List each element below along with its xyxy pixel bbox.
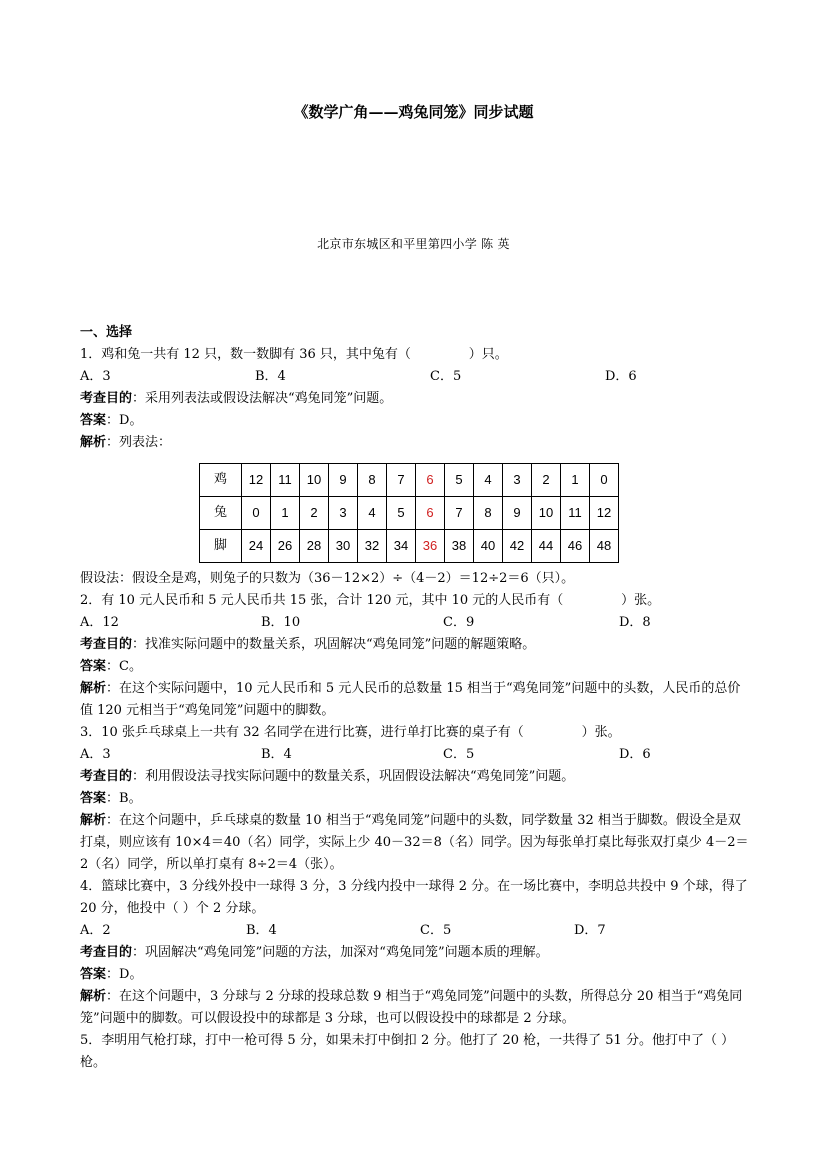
table-cell: 8 [474, 497, 503, 530]
table-cell: 5 [445, 464, 474, 497]
purpose-text: ：巩固解决“鸡兔同笼”问题的方法，加深对“鸡兔同笼”问题本质的理解。 [132, 945, 549, 960]
table-cell: 44 [532, 530, 561, 563]
q2-option-d: D．8 [619, 615, 651, 630]
purpose-label: 考查目的 [80, 769, 133, 784]
analysis-text: ：列表法： [106, 435, 172, 450]
q1-option-d: D．6 [605, 369, 637, 384]
table-cell: 9 [329, 464, 358, 497]
table-cell: 34 [387, 530, 416, 563]
answer-text: ：C。 [106, 659, 142, 674]
q4-option-a: A．2 [80, 923, 111, 938]
q1-option-a: A．3 [80, 369, 111, 384]
table-cell-highlight: 6 [416, 464, 445, 497]
q1-analysis [80, 432, 752, 454]
table-cell: 12 [242, 464, 271, 497]
table-cell: 3 [329, 497, 358, 530]
q3-option-a: A．3 [80, 747, 111, 762]
author-line: 北京市东城区和平里第四小学 陈 英 [317, 237, 510, 251]
answer-label: 答案 [80, 659, 107, 674]
row-label: 兔 [200, 497, 242, 530]
table-row-rabbit [200, 497, 619, 530]
table-cell-highlight: 36 [416, 530, 445, 563]
table-cell: 0 [590, 464, 619, 497]
table-cell: 38 [445, 530, 474, 563]
table-cell: 1 [271, 497, 300, 530]
purpose-text: ：找准实际问题中的数量关系，巩固解决“鸡兔同笼”问题的解题策略。 [132, 637, 536, 652]
table-row-chicken [200, 464, 619, 497]
q2-option-c: C．9 [443, 615, 475, 630]
page-title: 《数学广角——鸡兔同笼》同步试题 [293, 103, 534, 121]
q1-assume: 假设法：假设全是鸡，则兔子的只数为（36－12×2）÷（4－2）＝12÷2＝6（只）。 [80, 571, 575, 586]
table-cell: 0 [242, 497, 271, 530]
q1-purpose [80, 388, 752, 410]
analysis-text: ：在这个问题中，乒乓球桌的数量 10 相当于“鸡兔同笼”问题中的头数，同学数量 32 相当于脚数。假设全是双打桌，则应该有 10×4＝40（名）同学，实际上少 40－32＝8（名）同学。因为每张单打桌比每张双打桌少 4－2＝2（名）同学，所以单打桌有 8÷2＝4（张）。 [80, 813, 749, 872]
answer-label: 答案 [80, 413, 107, 428]
q4-purpose [80, 942, 752, 964]
analysis-text: ：在这个实际问题中，10 元人民币和 5 元人民币的总数量 15 相当于“鸡兔同笼”问题中的头数，人民币的总价值 120 元相当于“鸡兔同笼”问题中的脚数。 [80, 681, 741, 718]
analysis-label: 解析 [80, 681, 107, 696]
table-cell: 28 [300, 530, 329, 563]
q1-option-c: C．5 [430, 369, 462, 384]
table-cell: 4 [358, 497, 387, 530]
table-cell: 12 [590, 497, 619, 530]
q2-stem: 2．有 10 元人民币和 5 元人民币共 15 张，合计 120 元，其中 10 元的人民币有（ ）张。 [80, 593, 661, 608]
q3-analysis [80, 810, 752, 876]
q2-option-a: A．12 [80, 615, 119, 630]
table-cell: 32 [358, 530, 387, 563]
table-cell-highlight: 6 [416, 497, 445, 530]
q3-option-c: C．5 [443, 747, 475, 762]
purpose-text: ：利用假设法寻找实际问题中的数量关系，巩固假设法解决“鸡兔同笼”问题。 [132, 769, 575, 784]
document-body [80, 322, 752, 1074]
q1-options [80, 366, 752, 388]
answer-label: 答案 [80, 791, 107, 806]
table-cell: 10 [532, 497, 561, 530]
table-cell: 9 [503, 497, 532, 530]
q4-options [80, 920, 752, 942]
table-cell: 7 [387, 464, 416, 497]
q2-purpose [80, 634, 752, 656]
analysis-label: 解析 [80, 989, 107, 1004]
q4-option-d: D．7 [574, 923, 606, 938]
q4-analysis [80, 986, 752, 1030]
q3-options [80, 744, 752, 766]
analysis-label: 解析 [80, 813, 107, 828]
table-cell: 5 [387, 497, 416, 530]
q3-answer [80, 788, 752, 810]
chicken-rabbit-table [199, 463, 619, 563]
answer-text: ：D。 [106, 967, 143, 982]
table-cell: 30 [329, 530, 358, 563]
q1-option-b: B．4 [255, 369, 286, 384]
table-row-feet [200, 530, 619, 563]
purpose-text: ：采用列表法或假设法解决“鸡兔同笼”问题。 [132, 391, 393, 406]
table-cell: 24 [242, 530, 271, 563]
row-label: 脚 [200, 530, 242, 563]
q4-option-c: C．5 [420, 923, 452, 938]
q2-option-b: B．10 [261, 615, 301, 630]
q2-options [80, 612, 752, 634]
analysis-text: ：在这个问题中，3 分球与 2 分球的投球总数 9 相当于“鸡兔同笼”问题中的头数，所得总分 20 相当于“鸡兔同笼”问题中的脚数。可以假设投中的球都是 3 分球，也可以假设投中的球都是 2 分球。 [80, 989, 743, 1026]
q1-stem: 1．鸡和兔一共有 12 只，数一数脚有 36 只，其中兔有（ ）只。 [80, 347, 508, 362]
answer-text: ：B。 [106, 791, 142, 806]
q3-option-b: B．4 [261, 747, 292, 762]
table-cell: 2 [532, 464, 561, 497]
table-cell: 7 [445, 497, 474, 530]
q5-stem: 5．李明用气枪打球，打中一枪可得 5 分，如果未打中倒扣 2 分。他打了 20 枪，一共得了 51 分。他打中了（ ）枪。 [80, 1033, 735, 1070]
q4-stem: 4．篮球比赛中，3 分线外投中一球得 3 分，3 分线内投中一球得 2 分。在一场比赛中，李明总共投中 9 个球，得了 20 分，他投中（ ）个 2 分球。 [80, 879, 748, 916]
table-cell: 42 [503, 530, 532, 563]
table-cell: 3 [503, 464, 532, 497]
q3-option-d: D．6 [619, 747, 651, 762]
answer-text: ：D。 [106, 413, 143, 428]
purpose-label: 考查目的 [80, 637, 133, 652]
q3-purpose [80, 766, 752, 788]
q4-answer [80, 964, 752, 986]
answer-label: 答案 [80, 967, 107, 982]
table-cell: 2 [300, 497, 329, 530]
q1-answer [80, 410, 752, 432]
table-cell: 4 [474, 464, 503, 497]
table-cell: 11 [561, 497, 590, 530]
section-heading: 一、选择 [80, 325, 133, 340]
row-label: 鸡 [200, 464, 242, 497]
table-cell: 46 [561, 530, 590, 563]
table-cell: 40 [474, 530, 503, 563]
table-cell: 8 [358, 464, 387, 497]
analysis-label: 解析 [80, 435, 107, 450]
table-cell: 1 [561, 464, 590, 497]
purpose-label: 考查目的 [80, 945, 133, 960]
table-cell: 10 [300, 464, 329, 497]
table-cell: 48 [590, 530, 619, 563]
table-cell: 11 [271, 464, 300, 497]
purpose-label: 考查目的 [80, 391, 133, 406]
q3-stem: 3．10 张乒乓球桌上一共有 32 名同学在进行比赛，进行单打比赛的桌子有（ ）张。 [80, 725, 621, 740]
table-cell: 26 [271, 530, 300, 563]
q2-answer [80, 656, 752, 678]
q4-option-b: B．4 [246, 923, 277, 938]
q2-analysis [80, 678, 752, 722]
